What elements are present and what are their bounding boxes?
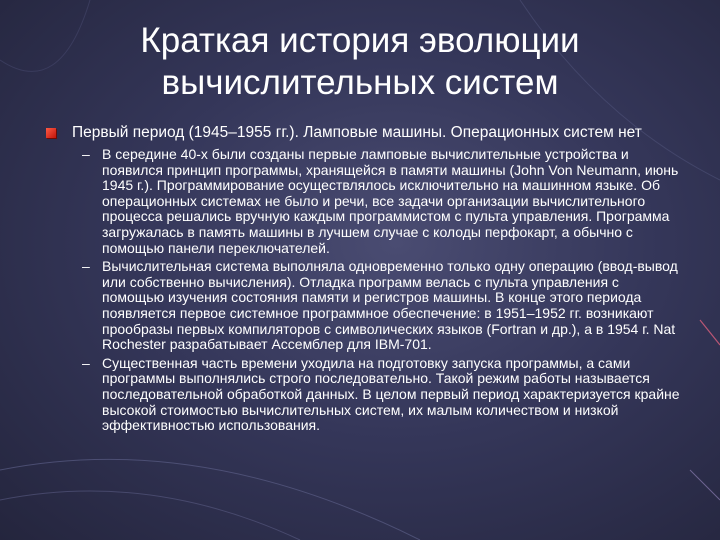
dash-bullet-icon: – (82, 146, 90, 162)
main-bullet-text: Первый период (1945–1955 гг.). Ламповые машины. Операционных систем нет (72, 124, 642, 141)
dash-bullet-icon: – (82, 258, 90, 275)
dash-bullet-icon: – (82, 354, 90, 371)
sub-bullet-item (82, 356, 682, 434)
title-line-2: вычислительных систем (161, 63, 559, 102)
sub-bullet-item (82, 147, 682, 256)
slide-title (60, 20, 660, 104)
sub-bullet-text: В середине 40-х были созданы первые ламповые вычислительные устройства и появился принцип программы, хранящейся в памяти машины (John Von Neumann, июнь 1945 г.). Программирование осуществлялось исключительно на машинном языке. Об операционных системах не было и речи, все задачи организации вычислительного процесса решались вручную каждым программистом с пульта управления. Программа загружалась в память машины в лучшем случае с колоды перфокарт, а обычно с помощью панели переключателей. (102, 146, 679, 256)
sub-bullet-list (46, 147, 682, 434)
main-bullet (46, 125, 686, 141)
sub-bullet-item (82, 259, 682, 353)
title-line-1: Краткая история эволюции (140, 21, 580, 60)
sub-bullet-text: Существенная часть времени уходила на подготовку запуска программы, а сами программы выполнялись строго последовательно. Такой режим работы называется последовательной обработкой данных. В целом первый период характеризуется крайне высокой стоимостью вычислительных систем, их малым количеством и низкой эффективностью использования. (102, 354, 680, 434)
sub-bullet-text: Вычислительная система выполняла одновременно только одну операцию (ввод-вывод или собственно вычисления). Отладка программ велась с пульта управления с помощью изучения состояния памяти и регистров машины. В конце этого периода появляется первое системное программное обеспечение: в 1951–1952 гг. возникают прообразы первых компиляторов с символических языков (Fortran и др.), а в 1954 г. Nat Rochester разрабатывает Ассемблер для IBM-701. (102, 258, 678, 353)
bullet-block (46, 125, 686, 437)
square-bullet-icon (46, 128, 56, 138)
